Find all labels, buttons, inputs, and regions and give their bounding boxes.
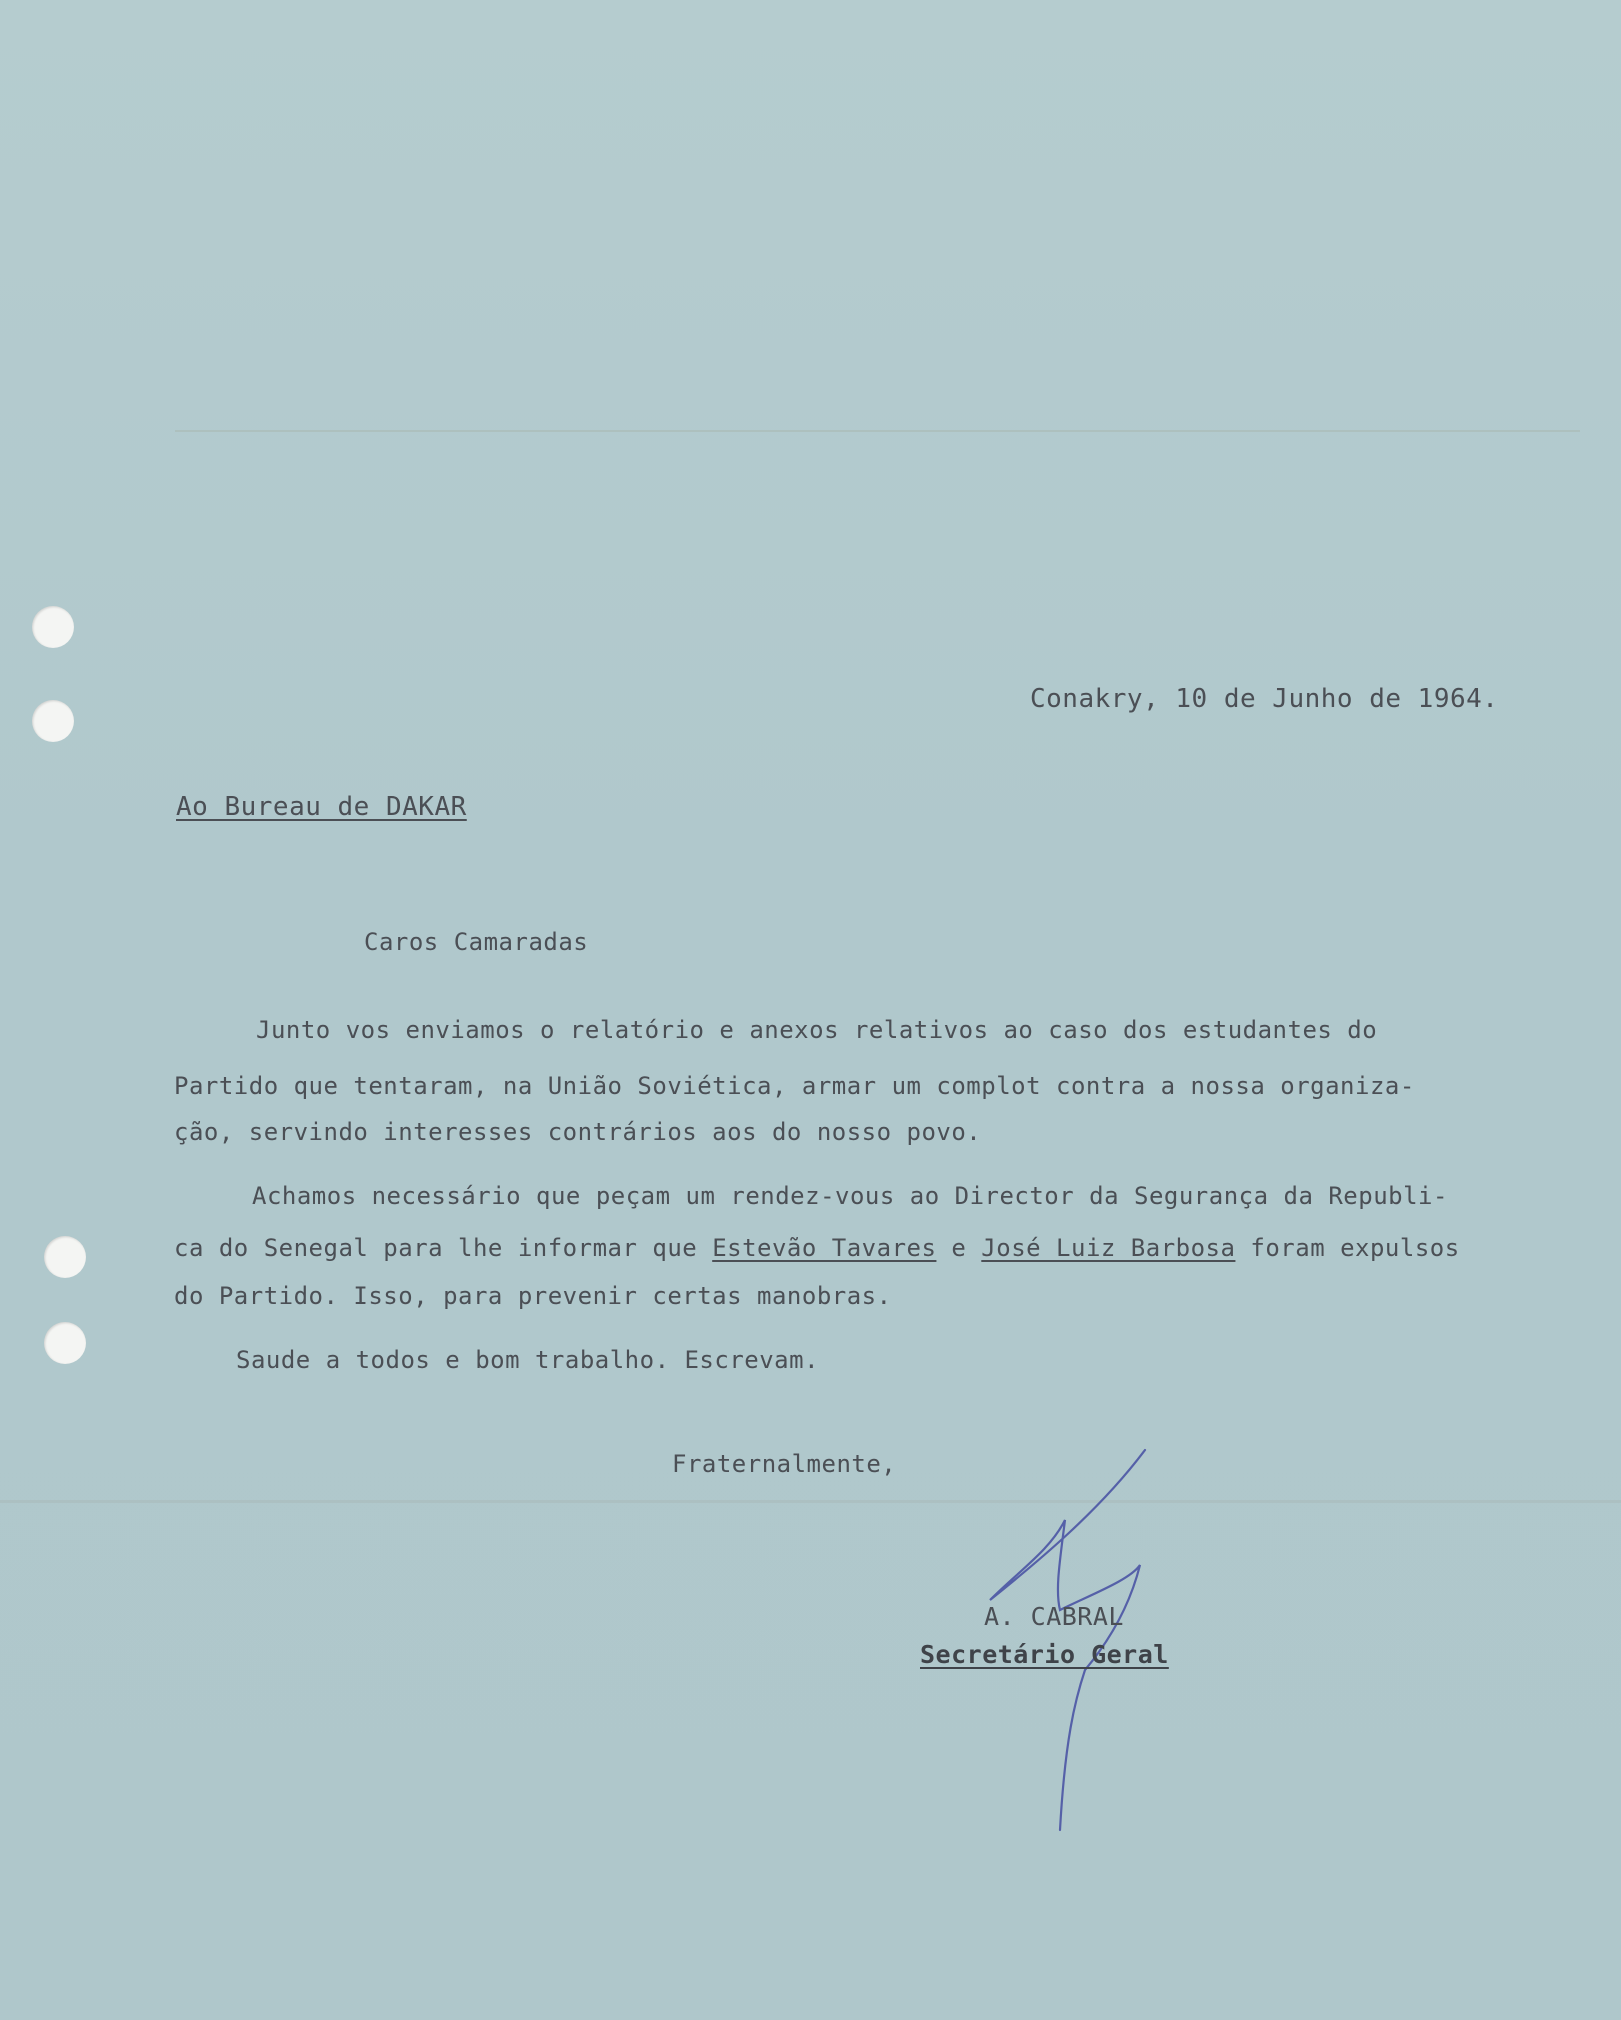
paragraph2-text: ca do Senegal para lhe informar que [174,1234,698,1262]
closing-line: Saude a todos e bom trabalho. Escrevam. [236,1346,820,1374]
expelled-name-1: Estevão Tavares [712,1234,937,1262]
signatory-name: A. CABRAL [984,1602,1124,1631]
punch-hole [32,700,74,742]
punch-hole [44,1236,86,1278]
paragraph1-line3: ção, servindo interesses contrários aos do nosso povo. [174,1118,982,1146]
expelled-name-2: José Luiz Barbosa [981,1234,1236,1262]
valediction: Fraternalmente, [672,1450,897,1478]
signatory-title: Secretário Geral [920,1640,1169,1669]
punch-hole [44,1322,86,1364]
paper-fold-line [175,430,1580,432]
addressee: Ao Bureau de DAKAR [176,792,467,822]
salutation: Caros Camaradas [364,928,589,956]
paragraph2-text: e [951,1234,967,1262]
paragraph2-line1: Achamos necessário que peçam um rendez-vous ao Director da Segurança da Republi- [252,1182,1448,1210]
paragraph2-line3: do Partido. Isso, para prevenir certas manobras. [174,1282,892,1310]
paragraph1-line1: Junto vos enviamos o relatório e anexos relativos ao caso dos estudantes do [256,1016,1378,1044]
paragraph2-text: foram expulsos [1250,1234,1460,1262]
place-date: Conakry, 10 de Junho de 1964. [1030,684,1499,714]
paragraph2-line2 [174,1234,1460,1262]
paper-fold-line [0,1500,1621,1503]
paragraph1-line2: Partido que tentaram, na União Soviética, armar um complot contra a nossa organiza- [174,1072,1415,1100]
punch-hole [32,606,74,648]
